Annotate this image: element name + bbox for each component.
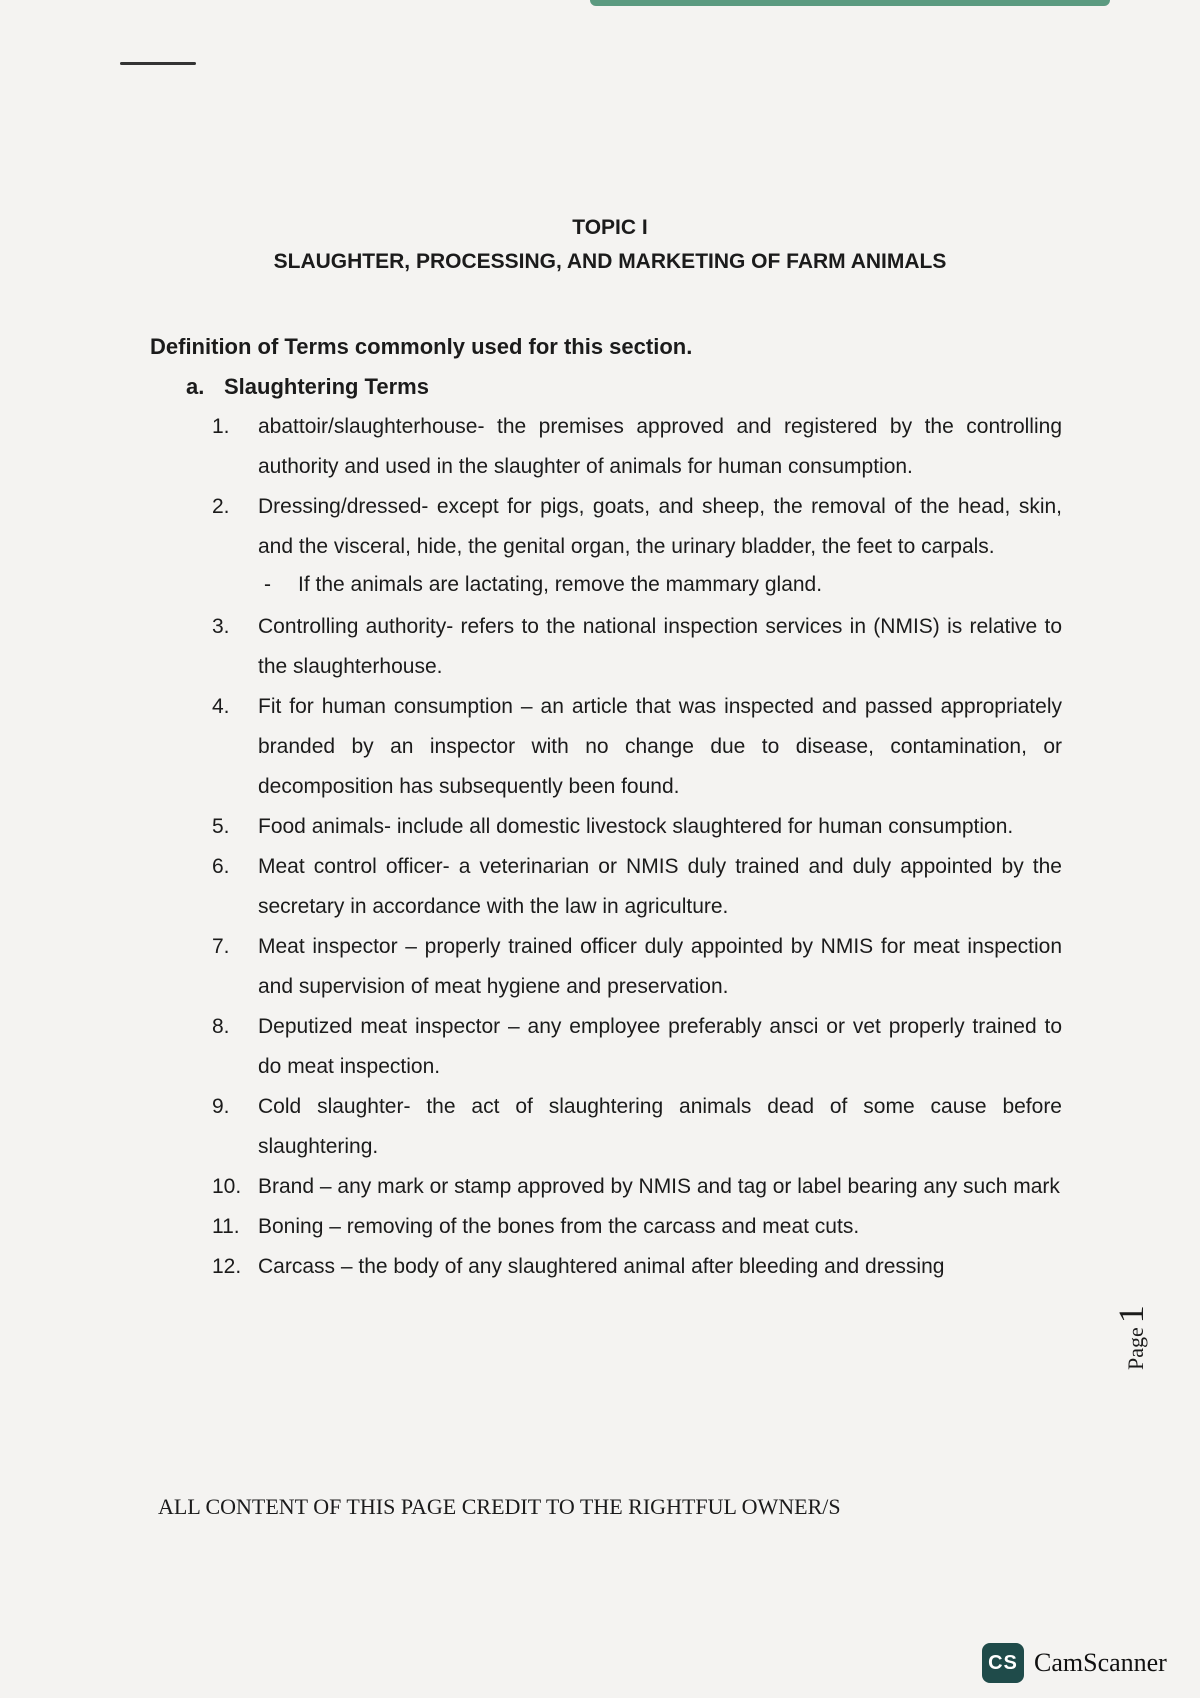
- list-item: [212, 807, 1062, 847]
- section-heading: [186, 374, 429, 400]
- list-item-text: abattoir/slaughterhouse- the premises approved and registered by the controlling authority and used in the slaughter of animals for human consumption.: [258, 415, 1062, 478]
- section-letter: a.: [186, 374, 205, 399]
- list-item-number: 6.: [212, 855, 230, 878]
- list-item-number: 4.: [212, 695, 230, 718]
- list-item: [212, 407, 1062, 487]
- camscanner-logo-icon: CS: [982, 1643, 1024, 1683]
- list-item-text: Brand – any mark or stamp approved by NMIS and tag or label bearing any such mark: [258, 1175, 1060, 1198]
- credit-footer: ALL CONTENT OF THIS PAGE CREDIT TO THE RIGHTFUL OWNER/S: [158, 1494, 841, 1519]
- pen-mark: [120, 62, 196, 65]
- list-item: [212, 847, 1062, 927]
- page-number-label: [1110, 1280, 1170, 1370]
- list-item-text: Fit for human consumption – an article that was inspected and passed appropriately branded by an inspector with no change due to disease, contamination, or decomposition has subsequently been found.: [258, 695, 1062, 798]
- terms-list: [212, 407, 1062, 1287]
- list-item-number: 3.: [212, 615, 230, 638]
- list-item: [212, 1247, 1062, 1287]
- list-item-text: Dressing/dressed- except for pigs, goats, and sheep, the removal of the head, skin, and the visceral, hide, the genital organ, the urinary bladder, the feet to carpals.: [258, 495, 1062, 558]
- list-item-text: Food animals- include all domestic livestock slaughtered for human consumption.: [258, 815, 1014, 838]
- list-item: [212, 1167, 1062, 1207]
- list-item: [212, 1207, 1062, 1247]
- list-item: [212, 1087, 1062, 1167]
- list-item: [212, 607, 1062, 687]
- page-word: Page: [1123, 1327, 1148, 1370]
- list-item-text: Deputized meat inspector – any employee preferably ansci or vet properly trained to do meat inspection.: [258, 1015, 1062, 1078]
- list-item: [212, 1007, 1062, 1087]
- page-number: 1: [1111, 1305, 1151, 1324]
- list-item-text: Boning – removing of the bones from the carcass and meat cuts.: [258, 1215, 860, 1238]
- list-item: [212, 487, 1062, 567]
- list-item-text: Carcass – the body of any slaughtered animal after bleeding and dressing: [258, 1255, 945, 1278]
- list-item-number: 5.: [212, 815, 230, 838]
- topic-label: TOPIC I: [572, 216, 648, 239]
- list-item-text: Meat inspector – properly trained officer duly appointed by NMIS for meat inspection and supervision of meat hygiene and preservation.: [258, 935, 1062, 998]
- camscanner-watermark: [982, 1643, 1167, 1683]
- list-item-number: 10.: [212, 1175, 242, 1198]
- list-item-text: Controlling authority- refers to the national inspection services in (NMIS) is relative to the slaughterhouse.: [258, 615, 1062, 678]
- list-item-text: Meat control officer- a veterinarian or NMIS duly trained and duly appointed by the secretary in accordance with the law in agriculture.: [258, 855, 1062, 918]
- definition-heading: Definition of Terms commonly used for this section.: [150, 334, 693, 359]
- list-item-number: 12.: [212, 1255, 242, 1278]
- list-item: [212, 687, 1062, 807]
- list-item-number: 7.: [212, 935, 230, 958]
- list-item-text: Cold slaughter- the act of slaughtering animals dead of some cause before slaughtering.: [258, 1095, 1062, 1158]
- list-item-number: 1.: [212, 415, 230, 438]
- list-item-number: 8.: [212, 1015, 230, 1038]
- list-item-number: 9.: [212, 1095, 230, 1118]
- list-item-number: 2.: [212, 495, 230, 518]
- sub-note: [212, 565, 1062, 605]
- sub-note-text: If the animals are lactating, remove the mammary gland.: [298, 573, 823, 596]
- top-edge-strip: [590, 0, 1110, 6]
- section-heading-text: Slaughtering Terms: [224, 374, 429, 399]
- sub-note-dash: -: [264, 573, 271, 596]
- camscanner-name: CamScanner: [1034, 1648, 1167, 1677]
- list-item-number: 11.: [212, 1215, 240, 1238]
- page-title: SLAUGHTER, PROCESSING, AND MARKETING OF FARM ANIMALS: [273, 250, 947, 273]
- list-item: [212, 927, 1062, 1007]
